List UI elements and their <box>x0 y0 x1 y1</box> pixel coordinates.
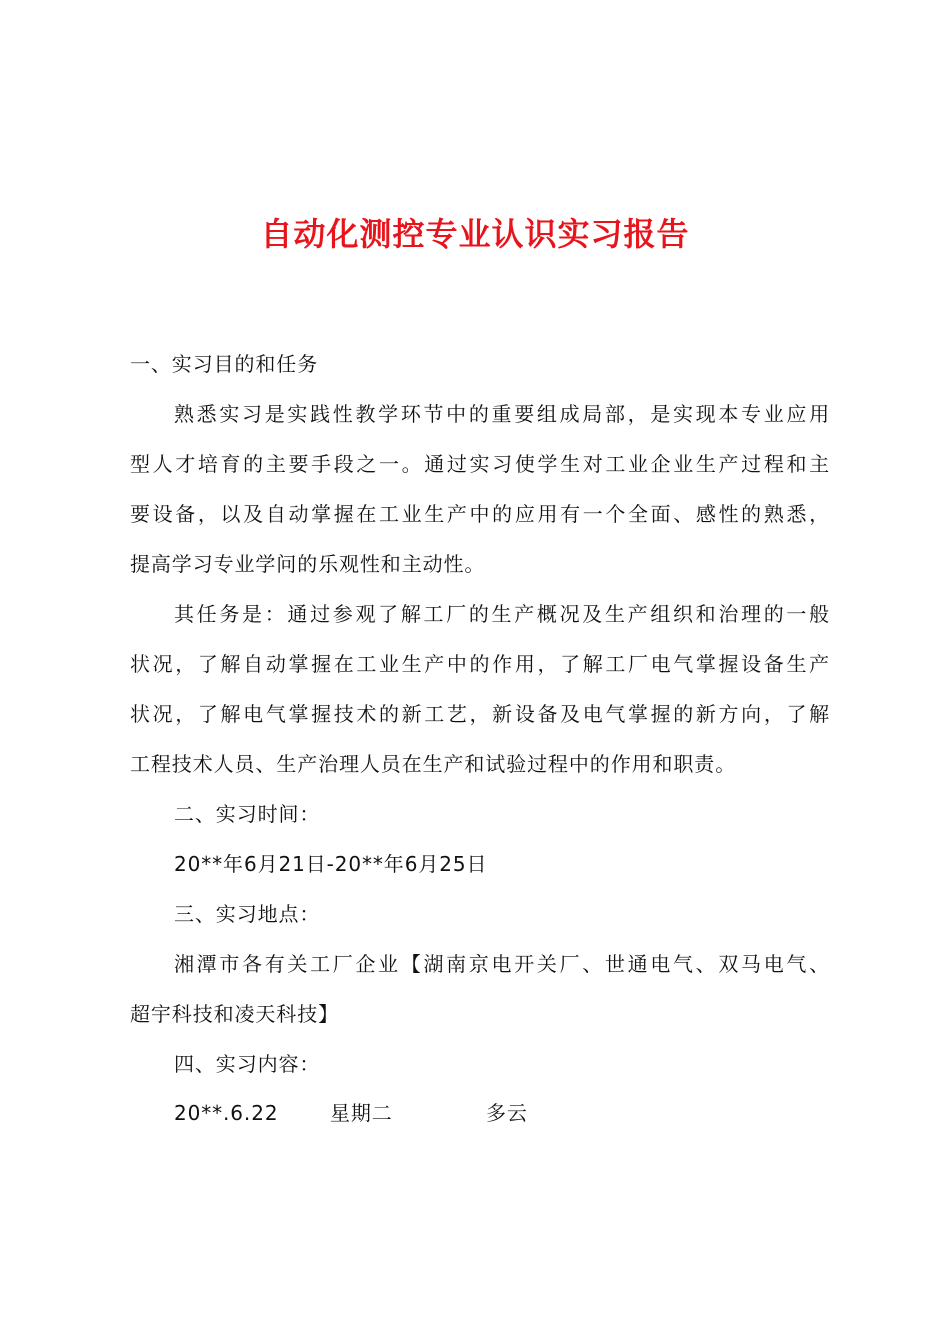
location-line: 超宇科技和凌天科技】 <box>130 1002 339 1026</box>
entry-date: 20**.6.22 <box>174 1101 279 1125</box>
location-line: 湘潭市各有关工厂企业【湖南京电开关厂、世通电气、双马电气、 <box>174 952 830 976</box>
section-heading-content: 四、实习内容： <box>174 1052 321 1076</box>
paragraph-line: 状况，了解自动掌握在工业生产中的作用，了解工厂电气掌握设备生产 <box>130 652 830 676</box>
entry-weather: 多云 <box>486 1101 528 1125</box>
paragraph-line: 型人才培育的主要手段之一。通过实习使学生对工业企业生产过程和主 <box>130 452 830 476</box>
paragraph-line: 其任务是：通过参观了解工厂的生产概况及生产组织和治理的一般 <box>174 602 830 626</box>
entry-weekday: 星期二 <box>330 1101 393 1125</box>
document-title: 自动化测控专业认识实习报告 <box>260 215 690 253</box>
section-heading-location: 三、实习地点： <box>174 902 321 926</box>
section-heading-purpose: 一、实习目的和任务 <box>130 352 319 376</box>
paragraph-line: 熟悉实习是实践性教学环节中的重要组成局部，是实现本专业应用 <box>174 402 830 426</box>
paragraph-line: 提高学习专业学问的乐观性和主动性。 <box>130 552 486 576</box>
internship-dates: 20**年6月21日-20**年6月25日 <box>174 852 488 876</box>
section-heading-time: 二、实习时间： <box>174 802 321 826</box>
paragraph-line: 状况，了解电气掌握技术的新工艺，新设备及电气掌握的新方向，了解 <box>130 702 830 726</box>
paragraph-line: 要设备，以及自动掌握在工业生产中的应用有一个全面、感性的熟悉， <box>130 502 830 526</box>
paragraph-line: 工程技术人员、生产治理人员在生产和试验过程中的作用和职责。 <box>130 752 737 776</box>
